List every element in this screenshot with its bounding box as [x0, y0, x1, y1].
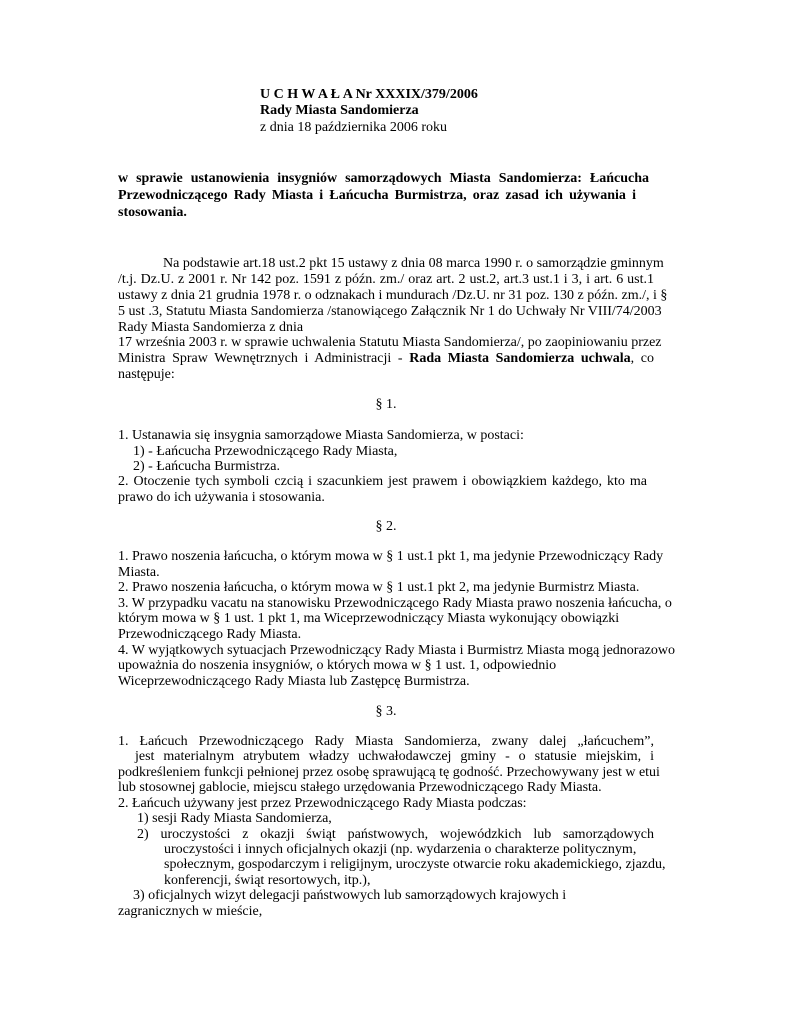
- s3-line-10: konferencji, świąt resortowych, itp.),: [164, 873, 371, 888]
- s3-line-3: podkreśleniem funkcji pełnionej przez osobę sprawującą tę godność. Przechowywany jest w etui: [118, 765, 660, 780]
- preamble-line-3: ustawy z dnia 21 grudnia 1978 r. o odznakach i mundurach /Dz.U. nr 31 poz. 130 z późn. zm./, i §: [118, 288, 668, 303]
- s3-line-12: zagranicznych w mieście,: [118, 904, 263, 919]
- preamble-line-7-start: Ministra Spraw Wewnętrznych i Administracji -: [118, 351, 410, 366]
- resolution-number: U C H W A Ł A Nr XXXIX/379/2006: [260, 87, 478, 102]
- s1-line-3: 2) - Łańcucha Burmistrza.: [133, 459, 280, 474]
- s3-line-4: lub stosownej gablocie, miejscu stałego urzędowania Przewodniczącego Rady Miasta.: [118, 780, 602, 795]
- subject-line-3: stosowania.: [118, 205, 187, 220]
- s2-line-6: Przewodniczącego Rady Miasta.: [118, 627, 302, 642]
- s2-line-9: Wiceprzewodniczącego Rady Miasta lub Zastępcę Burmistrza.: [118, 674, 470, 689]
- s3-line-9: społecznym, gospodarczym i religijnym, uroczyste otwarcie roku akademickiego, zjazdu,: [164, 857, 666, 872]
- s2-line-1: 1. Prawo noszenia łańcucha, o którym mowa w § 1 ust.1 pkt 1, ma jedynie Przewodniczący Rady: [118, 549, 664, 564]
- preamble-line-7: [118, 351, 654, 367]
- s1-line-4: 2. Otoczenie tych symboli czcią i szacunkiem jest prawem i obowiązkiem każdego, kto ma: [118, 474, 647, 489]
- s2-line-7: 4. W wyjątkowych sytuacjach Przewodniczący Rady Miasta i Burmistrz Miasta mogą jednorazowo: [118, 643, 675, 658]
- section-2-heading: § 2.: [375, 519, 397, 534]
- s3-line-11: 3) oficjalnych wizyt delegacji państwowych lub samorządowych krajowych i: [133, 888, 567, 903]
- preamble-line-6: 17 września 2003 r. w sprawie uchwalenia Statutu Miasta Sandomierza/, po zaopiniowaniu przez: [118, 335, 662, 350]
- preamble-line-8: następuje:: [118, 367, 175, 382]
- s1-line-1: 1. Ustanawia się insygnia samorządowe Miasta Sandomierza, w postaci:: [118, 428, 524, 443]
- s3-line-8: uroczystości i innych oficjalnych okazji (np. wydarzenia o charakterze politycznym,: [164, 842, 637, 857]
- preamble-line-7-end: , co: [630, 351, 655, 366]
- s3-line-1: 1. Łańcuch Przewodniczącego Rady Miasta Sandomierza, zwany dalej „łańcuchem”,: [118, 734, 654, 749]
- s3-line-5: 2. Łańcuch używany jest przez Przewodniczącego Rady Miasta podczas:: [118, 796, 527, 811]
- preamble-enacting-phrase: Rada Miasta Sandomierza uchwala: [409, 351, 631, 366]
- s2-line-8: upoważnia do noszenia insygniów, o których mowa w § 1 ust. 1, odpowiednio: [118, 658, 557, 673]
- preamble-line-2: /t.j. Dz.U. z 2001 r. Nr 142 poz. 1591 z późn. zm./ oraz art. 2 ust.2, art.3 ust.1 i 3, i art. 6 ust.1: [118, 272, 654, 287]
- resolution-date: z dnia 18 października 2006 roku: [260, 120, 447, 135]
- preamble-line-4: 5 ust .3, Statutu Miasta Sandomierza /stanowiącego Załącznik Nr 1 do Uchwały Nr VIII/74/2003: [118, 304, 662, 319]
- s1-line-2: 1) - Łańcucha Przewodniczącego Rady Miasta,: [133, 444, 398, 459]
- s1-line-5: prawo do ich używania i stosowania.: [118, 490, 325, 505]
- s2-line-4: 3. W przypadku vacatu na stanowisku Przewodniczącego Rady Miasta prawo noszenia łańcucha, o: [118, 596, 672, 611]
- s3-line-6: 1) sesji Rady Miasta Sandomierza,: [137, 811, 332, 826]
- preamble-line-1: Na podstawie art.18 ust.2 pkt 15 ustawy z dnia 08 marca 1990 r. o samorządzie gminnym: [163, 256, 664, 271]
- s2-line-5: którym mowa w § 1 ust. 1 pkt 1, ma Wiceprzewodniczący Miasta wykonujący obowiązki: [118, 611, 620, 626]
- subject-line-2: Przewodniczącego Rady Miasta i Łańcucha Burmistrza, oraz zasad ich używania i: [118, 188, 636, 203]
- s2-line-2: Miasta.: [118, 565, 160, 580]
- preamble-line-5: Rady Miasta Sandomierza z dnia: [118, 320, 304, 335]
- s2-line-3: 2. Prawo noszenia łańcucha, o którym mowa w § 1 ust.1 pkt 2, ma jedynie Burmistrz Miasta.: [118, 580, 640, 595]
- section-1-heading: § 1.: [375, 397, 397, 412]
- section-3-heading: § 3.: [375, 704, 397, 719]
- subject-line-1: w sprawie ustanowienia insygniów samorządowych Miasta Sandomierza: Łańcucha: [118, 171, 649, 186]
- s3-line-2: jest materialnym atrybutem władzy uchwałodawczej gminy - o statusie miejskim, i: [135, 749, 654, 764]
- council-name: Rady Miasta Sandomierza: [260, 103, 419, 118]
- s3-line-7: 2) uroczystości z okazji świąt państwowych, wojewódzkich lub samorządowych: [137, 827, 654, 842]
